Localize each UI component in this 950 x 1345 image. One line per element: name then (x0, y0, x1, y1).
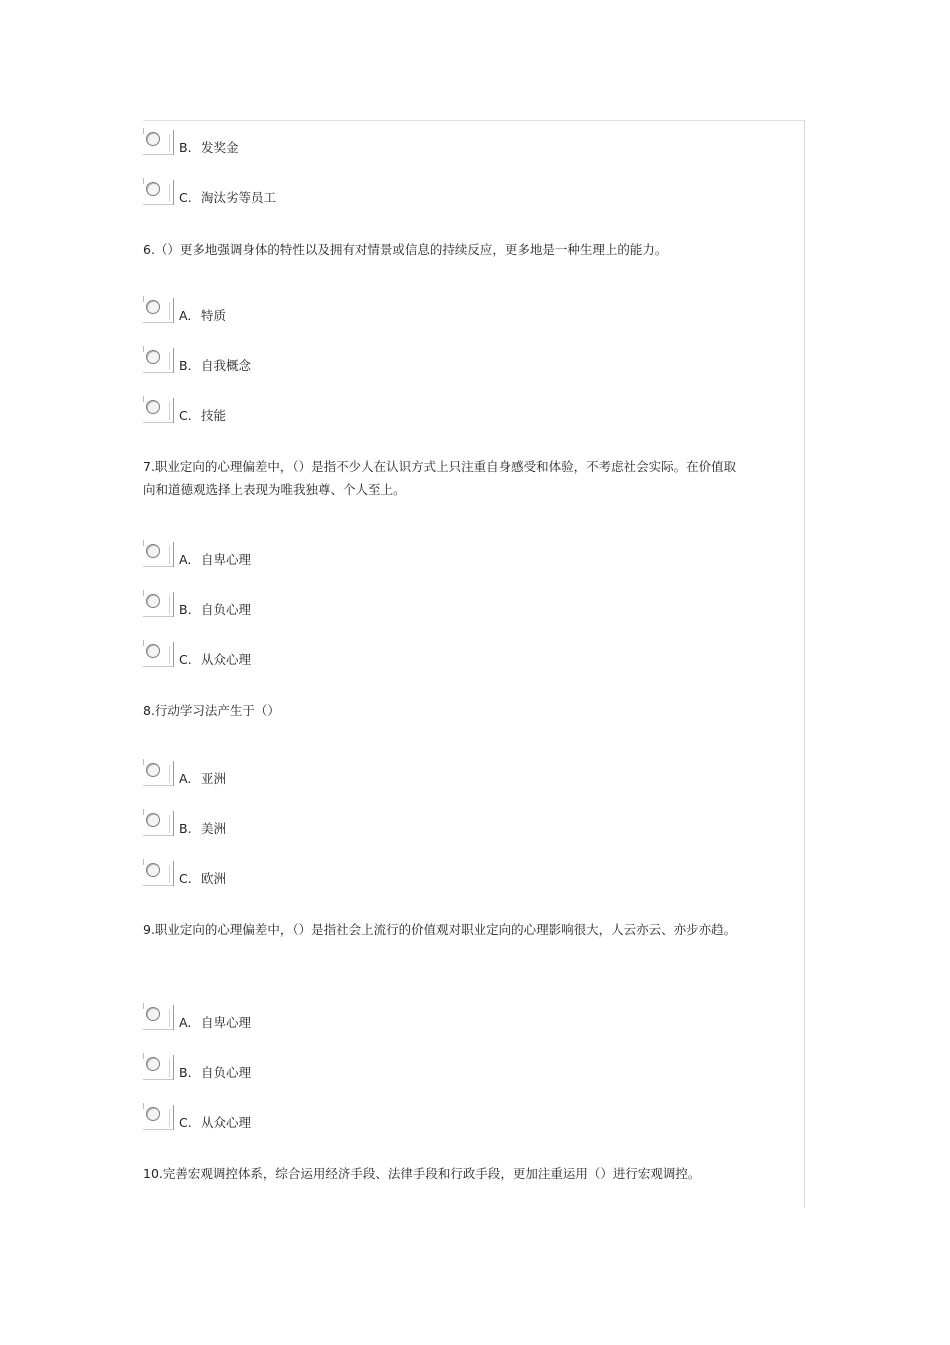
radio-button-icon[interactable] (146, 132, 160, 146)
option-q9-a[interactable] (143, 1003, 443, 1033)
option-label: 美洲 (201, 821, 227, 836)
radio-box (143, 346, 175, 376)
radio-box (143, 296, 175, 326)
option-label: 技能 (201, 408, 227, 423)
option-label: 自卑心理 (201, 552, 252, 567)
quiz-frame-right-border (804, 120, 805, 1208)
radio-button-icon[interactable] (146, 863, 160, 877)
option-letter: A. (179, 1015, 192, 1030)
option-label: 淘汰劣等员工 (201, 190, 277, 205)
radio-button-icon[interactable] (146, 400, 160, 414)
option-letter: A. (179, 552, 192, 567)
option-label: 自我概念 (201, 358, 252, 373)
option-letter: C. (179, 652, 192, 667)
option-letter: C. (179, 190, 192, 205)
radio-box (143, 759, 175, 789)
radio-button-icon[interactable] (146, 182, 160, 196)
radio-box (143, 640, 175, 670)
radio-box (143, 1003, 175, 1033)
question-8-text: 8.行动学习法产生于（） (143, 703, 280, 718)
option-letter: C. (179, 871, 192, 886)
radio-button-icon[interactable] (146, 594, 160, 608)
radio-box (143, 1053, 175, 1083)
radio-box (143, 859, 175, 889)
radio-box (143, 809, 175, 839)
radio-button-icon[interactable] (146, 544, 160, 558)
option-letter: A. (179, 771, 192, 786)
option-q7-b[interactable] (143, 590, 443, 620)
option-q7-c[interactable] (143, 640, 443, 670)
option-label: 自卑心理 (201, 1015, 252, 1030)
option-label: 从众心理 (201, 652, 252, 667)
radio-box (143, 1103, 175, 1133)
option-q6-b[interactable] (143, 346, 443, 376)
radio-button-icon[interactable] (146, 1107, 160, 1121)
option-label: 发奖金 (201, 140, 239, 155)
question-10-text: 10.完善宏观调控体系，综合运用经济手段、法律手段和行政手段，更加注重运用（）进行宏观调控。 (143, 1166, 701, 1181)
option-letter: B. (179, 821, 192, 836)
option-letter: C. (179, 408, 192, 423)
option-letter: B. (179, 1065, 192, 1080)
radio-button-icon[interactable] (146, 350, 160, 364)
option-q8-a[interactable] (143, 759, 443, 789)
option-letter: B. (179, 602, 192, 617)
option-q5-b[interactable] (143, 128, 443, 158)
option-label: 自负心理 (201, 602, 252, 617)
radio-button-icon[interactable] (146, 644, 160, 658)
option-q9-c[interactable] (143, 1103, 443, 1133)
radio-button-icon[interactable] (146, 1057, 160, 1071)
option-letter: B. (179, 140, 192, 155)
radio-box (143, 590, 175, 620)
radio-box (143, 540, 175, 570)
option-q8-b[interactable] (143, 809, 443, 839)
option-letter: B. (179, 358, 192, 373)
option-q7-a[interactable] (143, 540, 443, 570)
option-label: 从众心理 (201, 1115, 252, 1130)
radio-box (143, 128, 175, 158)
radio-button-icon[interactable] (146, 813, 160, 827)
radio-button-icon[interactable] (146, 300, 160, 314)
question-7-text: 7.职业定向的心理偏差中，（）是指不少人在认识方式上只注重自身感受和体验，不考虑社会实际。在价值取向和道德观选择上表现为唯我独尊、个人至上。 (143, 459, 737, 497)
radio-button-icon[interactable] (146, 763, 160, 777)
quiz-frame-top-border (143, 120, 805, 121)
option-q6-c[interactable] (143, 396, 443, 426)
option-q5-c[interactable] (143, 178, 443, 208)
option-label: 亚洲 (201, 771, 227, 786)
option-q9-b[interactable] (143, 1053, 443, 1083)
option-label: 自负心理 (201, 1065, 252, 1080)
radio-box (143, 178, 175, 208)
question-9-text: 9.职业定向的心理偏差中，（）是指社会上流行的价值观对职业定向的心理影响很大，人云亦云、亦步亦趋。 (143, 922, 737, 937)
radio-button-icon[interactable] (146, 1007, 160, 1021)
question-6-text: 6.（）更多地强调身体的特性以及拥有对情景或信息的持续反应，更多地是一种生理上的能力。 (143, 242, 668, 257)
radio-box (143, 396, 175, 426)
option-label: 欧洲 (201, 871, 227, 886)
option-label: 特质 (201, 308, 227, 323)
option-q6-a[interactable] (143, 296, 443, 326)
option-q8-c[interactable] (143, 859, 443, 889)
option-letter: C. (179, 1115, 192, 1130)
option-letter: A. (179, 308, 192, 323)
